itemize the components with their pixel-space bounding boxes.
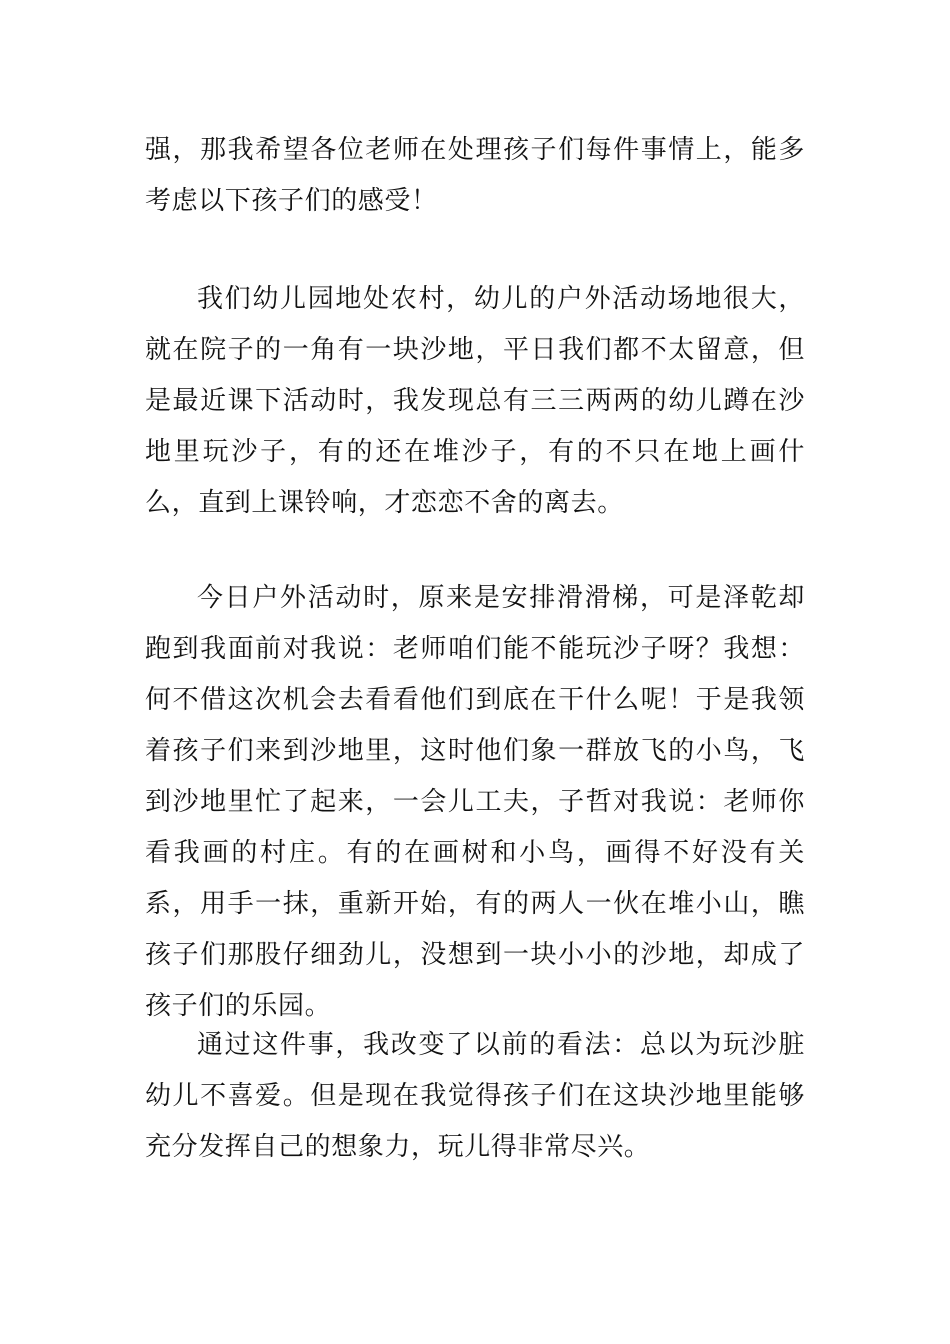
paragraph-4: 通过这件事，我改变了以前的看法：总以为玩沙脏幼儿不喜爱。但是现在我觉得孩子们在这块沙地里能够充分发挥自己的想象力，玩儿得非常尽兴。 [145, 1030, 805, 1162]
paragraph-1: 强，那我希望各位老师在处理孩子们每件事情上，能多考虑以下孩子们的感受！ [145, 135, 805, 216]
paragraph-3: 今日户外活动时，原来是安排滑滑梯，可是泽乾却跑到我面前对我说：老师咱们能不能玩沙子呀？我想：何不借这次机会去看看他们到底在干什么呢！于是我领着孩子们来到沙地里，这时他们象一群放飞的小鸟，飞到沙地里忙了起来，一会儿工夫，子哲对我说：老师你看我画的村庄。有的在画树和小鸟，画得不好没有关系，用手一抹，重新开始，有的两人一伙在堆小山，瞧孩子们那股仔细劲儿，没想到一块小小的沙地，却成了孩子们的乐园。 [145, 583, 805, 1021]
paragraph-2: 我们幼儿园地处农村，幼儿的户外活动场地很大，就在院子的一角有一块沙地，平日我们都不太留意，但是最近课下活动时，我发现总有三三两两的幼儿蹲在沙地里玩沙子，有的还在堆沙子，有的不只在地上画什么，直到上课铃响，才恋恋不舍的离去。 [145, 284, 805, 518]
